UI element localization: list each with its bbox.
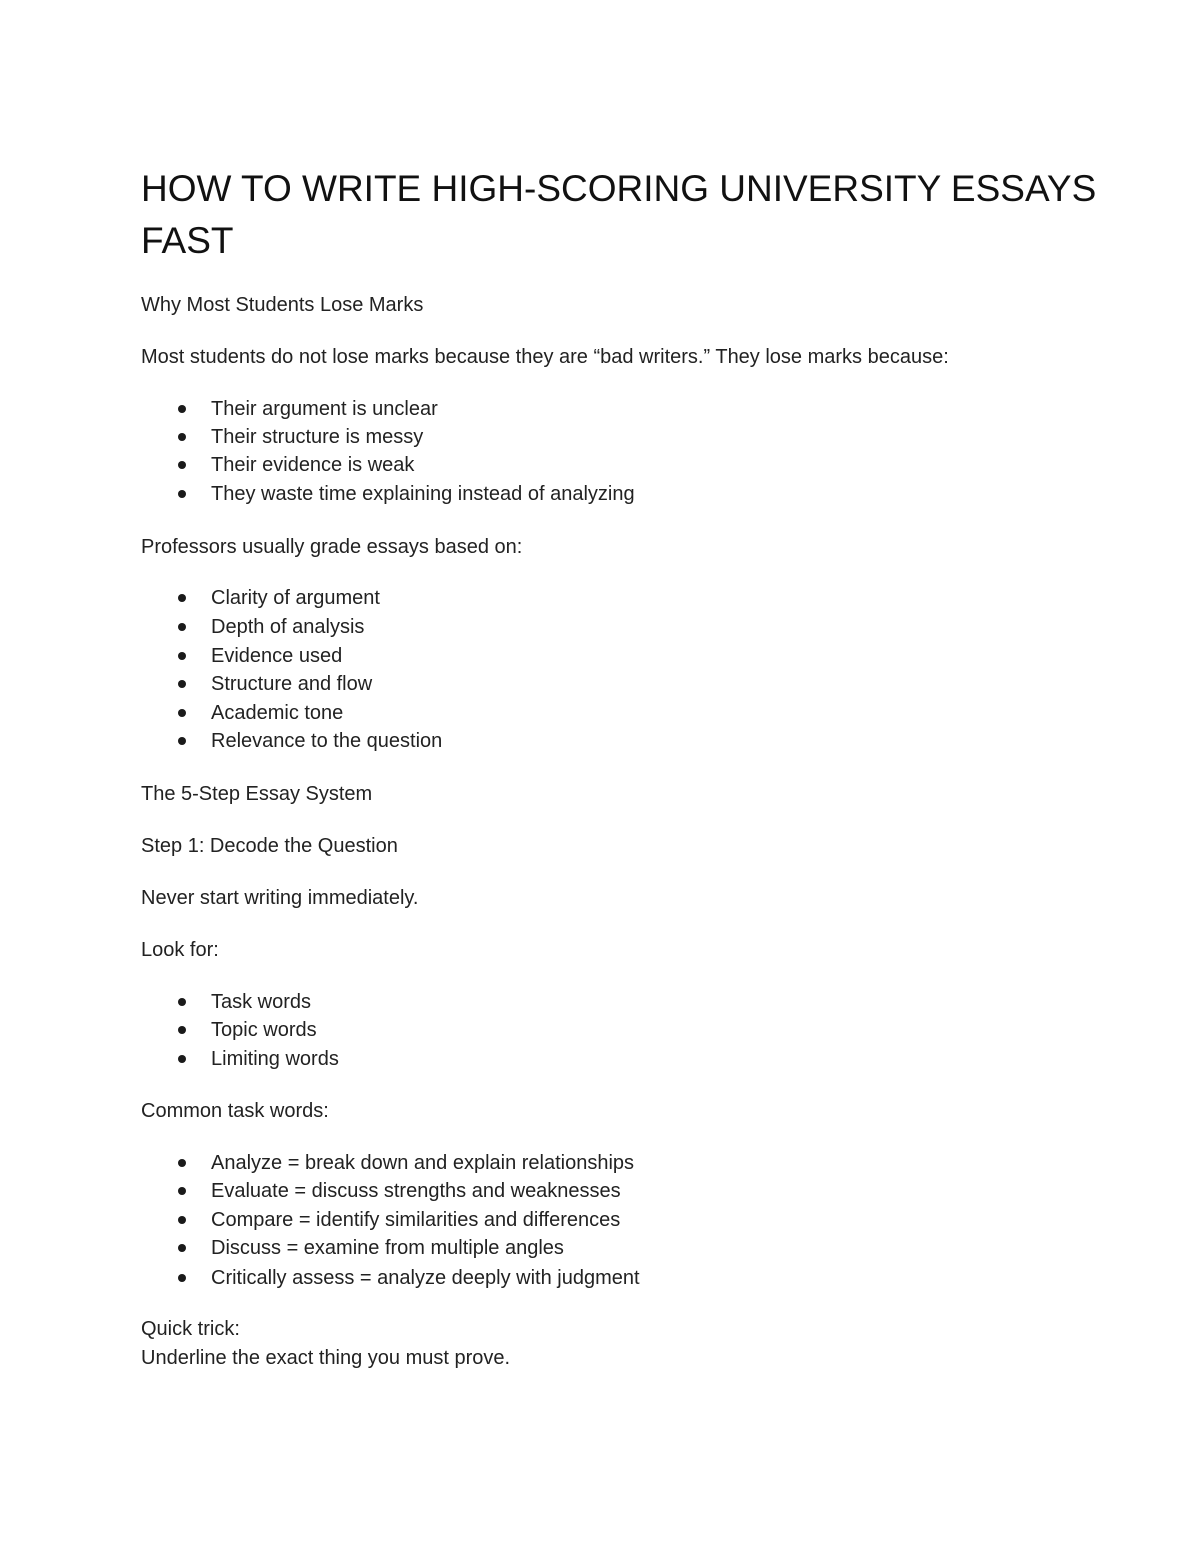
bullet-icon (178, 1216, 186, 1224)
list-item-text: Compare = identify similarities and differences (211, 1209, 621, 1231)
list-item-text: Analyze = break down and explain relationships (211, 1152, 635, 1174)
look-for-label: Look for: (141, 939, 219, 961)
step-warning: Never start writing immediately. (141, 887, 419, 909)
bullet-icon (178, 433, 186, 441)
step-heading: Step 1: Decode the Question (141, 835, 398, 857)
list-item-text: Limiting words (211, 1048, 339, 1070)
quick-trick-text: Underline the exact thing you must prove. (141, 1347, 511, 1369)
grading-intro: Professors usually grade essays based on: (141, 536, 523, 558)
bullet-icon (178, 594, 186, 602)
bullet-icon (178, 709, 186, 717)
list-item-text: Academic tone (211, 702, 344, 724)
list-item-text: Evaluate = discuss strengths and weaknesses (211, 1180, 621, 1202)
list-item-text: Structure and flow (211, 673, 373, 695)
list-item-text: Task words (211, 991, 312, 1013)
bullet-icon (178, 652, 186, 660)
bullet-icon (178, 490, 186, 498)
list-item-text: Their argument is unclear (211, 398, 438, 420)
bullet-icon (178, 1055, 186, 1063)
list-item-text: Their evidence is weak (211, 454, 415, 476)
intro-paragraph: Most students do not lose marks because they are “bad writers.” They lose marks because: (141, 346, 949, 368)
quick-trick-label: Quick trick: (141, 1318, 240, 1340)
list-item-text: Critically assess = analyze deeply with judgment (211, 1267, 640, 1289)
section-heading-essay-system: The 5-Step Essay System (141, 783, 373, 805)
bullet-icon (178, 1187, 186, 1195)
bullet-icon (178, 623, 186, 631)
list-item-text: Relevance to the question (211, 730, 443, 752)
section-heading-why-students-lose-marks: Why Most Students Lose Marks (141, 294, 424, 316)
list-item-text: Evidence used (211, 645, 343, 667)
list-item-text: Topic words (211, 1019, 317, 1041)
bullet-icon (178, 1244, 186, 1252)
list-item-text: Discuss = examine from multiple angles (211, 1237, 564, 1259)
list-item-text: They waste time explaining instead of analyzing (211, 483, 635, 505)
list-item-text: Their structure is messy (211, 426, 424, 448)
bullet-icon (178, 461, 186, 469)
bullet-icon (178, 1274, 186, 1282)
bullet-icon (178, 1159, 186, 1167)
bullet-icon (178, 998, 186, 1006)
list-item-text: Depth of analysis (211, 616, 365, 638)
bullet-icon (178, 1026, 186, 1034)
bullet-icon (178, 737, 186, 745)
document-title: HOW TO WRITE HIGH-SCORING UNIVERSITY ESSAYS FAST (141, 168, 1097, 261)
list-item-text: Clarity of argument (211, 587, 380, 609)
bullet-icon (178, 405, 186, 413)
bullet-icon (178, 680, 186, 688)
task-words-label: Common task words: (141, 1100, 329, 1122)
